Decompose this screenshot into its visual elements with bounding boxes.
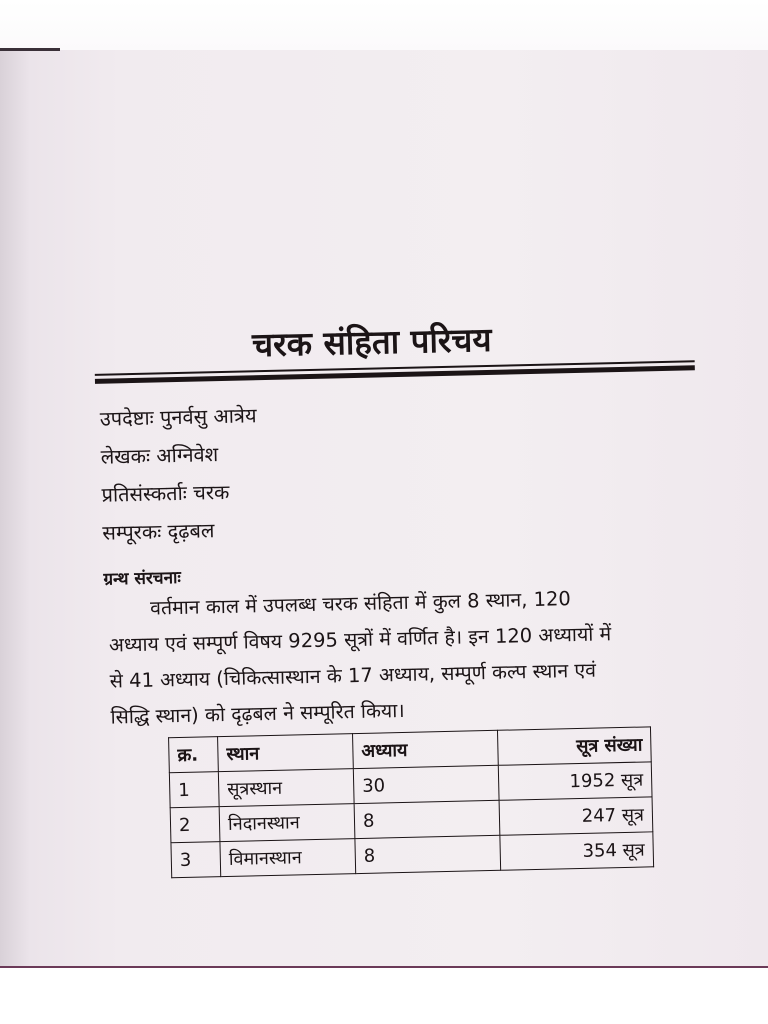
meta-redactor: प्रतिसंस्कर्ताः चरक — [101, 479, 230, 507]
paragraph-line: अध्याय एवं सम्पूर्ण विषय 9295 सूत्रों में वर्णित है। इन 120 अध्यायों में — [108, 622, 612, 657]
header-adhyaya: अध्याय — [353, 730, 499, 768]
cell-serial: 2 — [170, 807, 220, 843]
meta-author: लेखकः अग्निवेश — [100, 442, 219, 469]
cell-adhyaya: 8 — [355, 835, 501, 873]
header-sutra-count: सूत्र संख्या — [497, 727, 651, 765]
cell-serial: 3 — [171, 842, 221, 878]
header-serial: क्र. — [169, 737, 219, 773]
cell-adhyaya: 30 — [353, 765, 499, 803]
section-heading: ग्रन्थ संरचनाः — [103, 567, 182, 590]
cell-sthana: निदानस्थान — [219, 804, 355, 842]
cell-sutra-count: 354 सूत्र — [500, 832, 654, 870]
cell-adhyaya: 8 — [354, 800, 500, 838]
paragraph-line: वर्तमान काल में उपलब्ध चरक संहिता में कुल 8 स्थान, 120 — [149, 587, 572, 620]
header-sthana: स्थान — [218, 734, 354, 772]
cell-sutra-count: 1952 सूत्र — [498, 762, 652, 800]
sthana-table — [168, 726, 654, 878]
cell-sthana: सूत्रस्थान — [218, 769, 354, 807]
cell-sthana: विमानस्थान — [220, 839, 356, 877]
meta-preceptor: उपदेष्टाः पुनर्वसु आत्रेय — [99, 403, 257, 431]
paragraph-line: सिद्धि स्थान) को दृढ़बल ने सम्पूरित किया। — [110, 698, 405, 729]
meta-supplementer: सम्पूरकः दृढ़बल — [102, 518, 215, 545]
paragraph-line: से 41 अध्याय (चिकित्सास्थान के 17 अध्याय, सम्पूर्ण कल्प स्थान एवं — [109, 658, 597, 693]
page-title: चरक संहिता परिचय — [251, 319, 492, 365]
cell-serial: 1 — [169, 772, 219, 808]
cell-sutra-count: 247 सूत्र — [499, 797, 653, 835]
bottom-page-edge — [0, 968, 768, 1024]
